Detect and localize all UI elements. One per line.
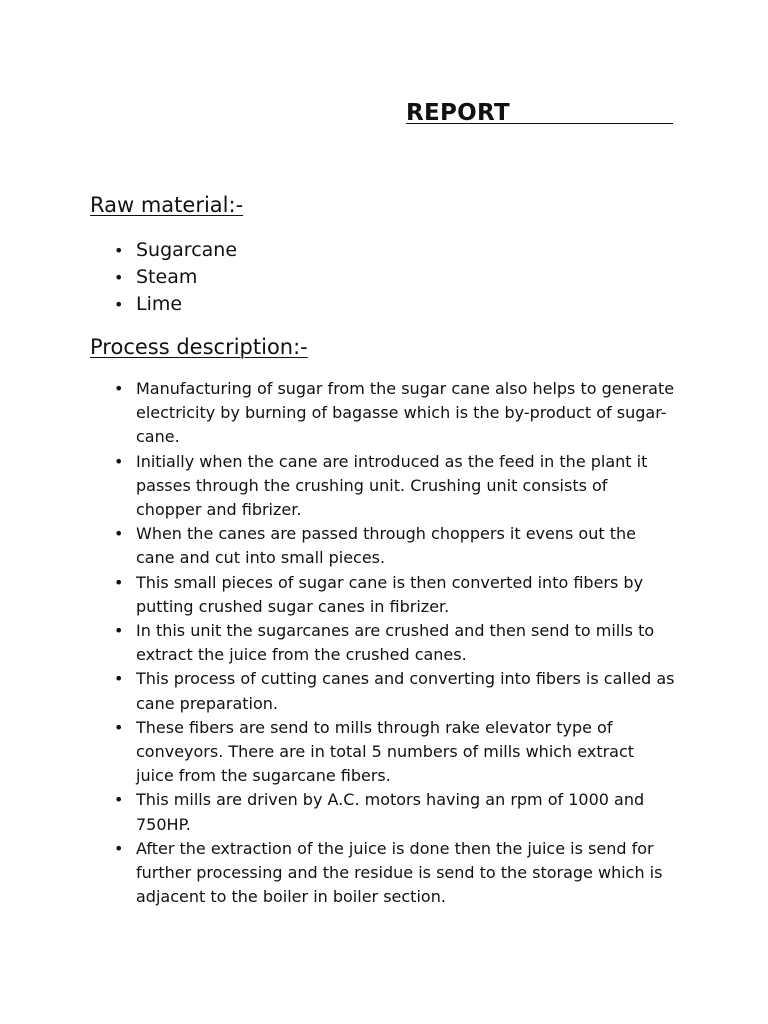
title-underline xyxy=(406,123,673,124)
report-title: REPORT xyxy=(406,100,510,126)
raw-material-list xyxy=(0,237,237,318)
bullet-icon: • xyxy=(114,838,124,858)
raw-material-heading: Raw material:- xyxy=(90,193,244,217)
bullet-icon: • xyxy=(114,621,124,641)
list-item xyxy=(0,522,676,570)
list-item xyxy=(0,619,676,667)
list-item-text: Manufacturing of sugar from the sugar cane also helps to generate electricity by burning of bagasse which is the by-product of sugar-cane. xyxy=(136,379,675,447)
list-item xyxy=(0,237,237,264)
list-item-text: When the canes are passed through choppers it evens out the cane and cut into small pieces. xyxy=(136,524,636,568)
list-item-text: This process of cutting canes and converting into fibers is called as cane preparation. xyxy=(136,669,675,713)
list-item xyxy=(0,377,676,450)
bullet-icon: • xyxy=(114,268,124,287)
list-item xyxy=(0,788,676,836)
bullet-icon: • xyxy=(114,379,124,398)
bullet-icon: • xyxy=(114,295,124,314)
list-item-text: After the extraction of the juice is done then the juice is send for further processing and the residue is send to the storage which is adjacent to the boiler in boiler section. xyxy=(136,838,663,907)
list-item xyxy=(0,667,676,715)
list-item-text: Steam xyxy=(136,266,198,288)
list-item-text: This mills are driven by A.C. motors having an rpm of 1000 and 750HP. xyxy=(136,790,645,834)
list-item-text: These fibers are send to mills through rake elevator type of conveyors. There are in total 5 numbers of mills which extract juice from the sugarcane fibers. xyxy=(136,717,635,786)
process-description-heading: Process description:- xyxy=(90,335,308,359)
list-item xyxy=(0,291,237,318)
list-item-text: This small pieces of sugar cane is then converted into fibers by putting crushed sugar canes in fibrizer. xyxy=(136,572,644,616)
list-item-text: Sugarcane xyxy=(136,239,238,261)
list-item xyxy=(0,571,676,619)
bullet-icon: • xyxy=(114,669,124,689)
list-item xyxy=(0,837,676,910)
list-item xyxy=(0,264,237,291)
list-item xyxy=(0,450,676,523)
bullet-icon: • xyxy=(114,241,124,260)
bullet-icon: • xyxy=(114,451,124,471)
process-description-list xyxy=(0,377,690,909)
bullet-icon: • xyxy=(114,790,124,810)
bullet-icon: • xyxy=(114,524,124,544)
list-item-text: Initially when the cane are introduced as the feed in the plant it passes through the crushing unit. Crushing unit consists of chopper and fibrizer. xyxy=(136,451,648,520)
list-item-text: In this unit the sugarcanes are crushed and then send to mills to extract the juice from the crushed canes. xyxy=(136,621,655,665)
bullet-icon: • xyxy=(114,717,124,737)
list-item-text: Lime xyxy=(136,293,183,315)
bullet-icon: • xyxy=(114,572,124,592)
list-item xyxy=(0,716,676,789)
